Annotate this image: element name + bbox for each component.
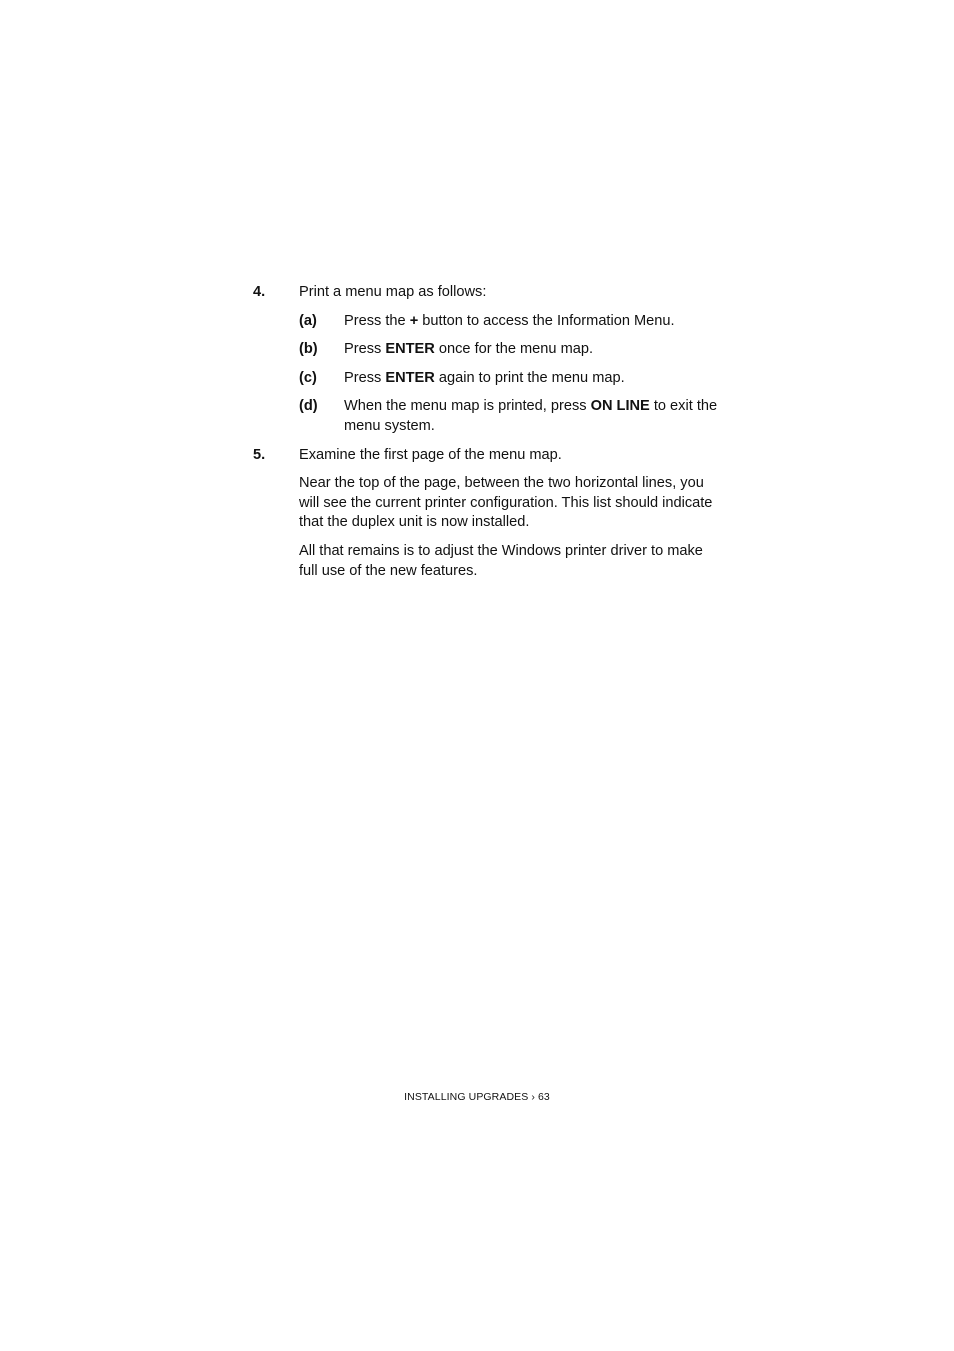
step-number: 5.	[253, 446, 266, 463]
key-enter: ENTER	[385, 341, 435, 358]
substep-letter: (b)	[299, 341, 318, 358]
substep-letter: (c)	[299, 369, 317, 386]
substep-text-pre: When the menu map is printed, press	[344, 398, 591, 415]
step-number: 4.	[253, 284, 266, 300]
substep-text-pre: Press	[344, 369, 386, 386]
substep-b	[253, 340, 723, 360]
footer-section: INSTALLING UPGRADES	[404, 1091, 529, 1103]
key-enter: ENTER	[385, 369, 435, 386]
substep-text-post: to exit the menu system.	[344, 398, 718, 434]
step-4	[253, 283, 723, 303]
substep-letter: (a)	[299, 312, 317, 329]
step-text: Examine the first page of the menu map.	[299, 446, 562, 463]
substep-text-pre: Press	[344, 341, 386, 358]
key-plus: +	[409, 312, 419, 329]
substep-a	[253, 312, 723, 332]
substep-text-post: once for the menu map.	[434, 341, 594, 358]
paragraph-configuration: Near the top of the page, between the two horizontal lines, you will see the current printer configuration. This list should indicate that the duplex unit is now installed.	[299, 475, 713, 531]
paragraph-driver: All that remains is to adjust the Windows printer driver to make full use of the new features.	[299, 542, 703, 579]
document-body	[253, 283, 723, 581]
substep-c	[253, 369, 723, 389]
page-number: 63	[537, 1091, 550, 1103]
footer-separator: ›	[531, 1091, 535, 1103]
key-on-line: ON LINE	[590, 398, 650, 415]
step-text: Print a menu map as follows:	[299, 284, 487, 300]
substep-text-post: button to access the Information Menu.	[418, 312, 675, 329]
substep-letter: (d)	[299, 398, 318, 415]
substep-text-post: again to print the menu map.	[434, 369, 625, 386]
step-5	[253, 446, 723, 466]
page-footer	[0, 1090, 954, 1104]
substep-d	[253, 397, 723, 436]
substep-text-pre: Press the	[344, 312, 410, 329]
